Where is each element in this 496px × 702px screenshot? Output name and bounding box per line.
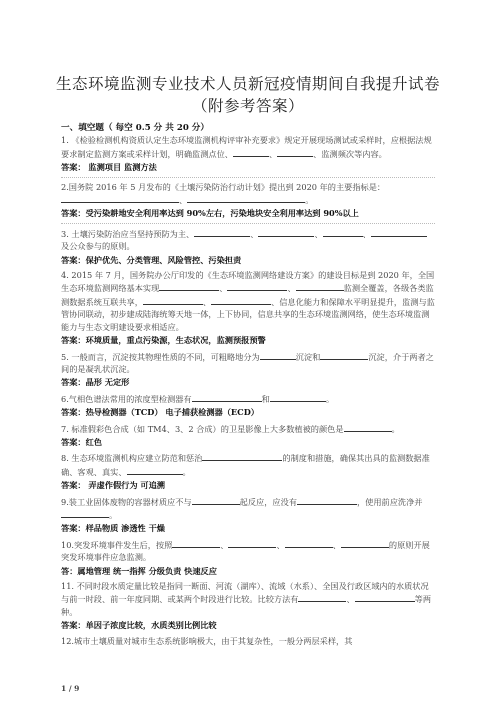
answer-3: 答案：保护优先、分类管理、风险管控、污染担责 — [61, 254, 242, 265]
answer-blank[interactable] — [143, 295, 203, 305]
question-12: 12.城市土壤质量对城市生态系统影响极大，由于其复杂性，一般分两层采样，其 — [61, 635, 353, 646]
answer-blank[interactable] — [296, 281, 344, 291]
answer-blank[interactable] — [344, 422, 392, 432]
question-11: 11. 不同时段水质定量比较是指同一断面、河流（湖库）、流域（水系）、全国及行政区域内的水质状况与前一时段、前一年度同期、或某两个时段进行比较。比较方法有 、 等两种。 — [61, 581, 432, 617]
answer-blank[interactable] — [355, 592, 415, 602]
answer-blank[interactable] — [371, 227, 427, 237]
answer-9: 答案：样品物质 渗透性 干燥 — [61, 523, 165, 534]
question-3: 3. 土壤污染防治应当坚持预防为主、 、 、 、及公众参与的原则。 — [61, 227, 435, 253]
answer-blank[interactable] — [192, 392, 262, 402]
question-6: 6.气相色谱法常用的浓度型检测器有 和 。 — [61, 393, 335, 404]
answer-blank[interactable] — [228, 538, 276, 548]
question-1: 1. 《检验检测机构资质认定生态环境监测机构评审补充要求》规定开展现场测试或采样时，应根据法规要求制定监测方案或采样计划，明确监测点位、 、 、监测频次等内容。 — [61, 135, 432, 159]
answer-blank[interactable] — [192, 495, 240, 505]
answer-blank[interactable] — [194, 227, 250, 237]
answer-blank[interactable] — [127, 465, 183, 475]
answer-blank[interactable] — [320, 350, 368, 360]
answer-10: 答：属地管理 统一指挥 分级负责 快速反应 — [61, 565, 217, 576]
answer-5: 答案：晶形 无定形 — [61, 377, 130, 388]
answer-blank[interactable] — [258, 227, 314, 237]
document-subtitle: （附参考答案） — [191, 97, 304, 115]
answer-blank[interactable] — [159, 281, 219, 291]
answer-blank[interactable] — [297, 495, 357, 505]
answer-blank[interactable] — [187, 193, 305, 203]
answer-blank[interactable] — [233, 147, 269, 157]
answer-blank[interactable] — [260, 350, 296, 360]
answer-blank[interactable] — [285, 538, 333, 548]
answer-8: 答案： 弄虚作假行为 可追溯 — [61, 480, 165, 491]
exam-content — [61, 122, 435, 647]
answer-blank[interactable] — [61, 508, 109, 518]
answer-2: 答案：受污染耕地安全利用率达到 90%左右，污染地块安全利用率达到 90%以上 — [61, 208, 359, 219]
answer-blank[interactable] — [341, 538, 389, 548]
answer-blank[interactable] — [227, 281, 287, 291]
page-number: 1 / 9 — [61, 684, 80, 693]
answer-6: 答案：热导检测器（TCD） 电子捕获检测器（ECD） — [61, 407, 259, 418]
answer-blank[interactable] — [211, 295, 271, 305]
answer-blank[interactable] — [323, 227, 363, 237]
question-10: 10.突发环境事件发生后，按照 、 、 、 的原则开展突发环境事件应急监测。 — [61, 539, 430, 563]
question-9: 9.装工业固体废物的容器材质应不与 起反应，应没有 ，使用前应洗净并。 — [61, 496, 423, 520]
answer-blank[interactable] — [298, 592, 346, 602]
section-heading: 一、填空题（ 每空 0.5 分 共 20 分） — [61, 123, 209, 133]
question-7: 7. 标准假彩色合成（如 TM4、3、2 合成）的卫星影像上大多数植被的颜色是 。 — [61, 423, 400, 434]
answer-4: 答案：环境质量，重点污染源，生态状况，监测预报预警 — [61, 335, 266, 346]
question-2: 2.国务院 2016 年 5 月发布的《土壤污染防治行动计划》提出到 2020 年的主要指标是：、 。 — [61, 181, 386, 206]
answer-blank[interactable] — [172, 538, 220, 548]
answer-blank[interactable] — [202, 451, 282, 461]
question-5: 5. 一般而言，沉淀按其物理性质的不同，可粗略地分为 沉淀和 沉淀，介于两者之间的是凝乳状沉淀。 — [61, 351, 434, 374]
answer-blank[interactable] — [277, 147, 313, 157]
answer-blank[interactable] — [270, 392, 326, 402]
document-title: 生态环境监测专业技术人员新冠疫情期间自我提升试卷 — [55, 75, 440, 93]
answer-blank[interactable] — [61, 193, 179, 203]
answer-11: 答案：单因子浓度比较，水质类别比例比较 — [61, 620, 217, 631]
answer-1: 答案： 监测项目 监测方法 — [61, 162, 157, 173]
question-4: 4. 2015 年 7 月，国务院办公厅印发的《生态环境监测网络建设方案》的建设目标是到 2020 年，全国生态环境监测网络基本实现 、 、 监测全覆盖，各级各类监测数据系统互联共享， 、 、信息化能力和保障水平明显提升，监测与监管协同联动，初步建成陆海统筹天地一体，上下协同，信息共享的生态环境监测网络，使生态环境监测能力与生态文明建设要求相适应。 — [61, 270, 435, 332]
question-8: 8. 生态环境监测机构应建立防范和惩治 的制度和措施，确保其出具的监测数据准确、客观、真实、 。 — [61, 453, 430, 477]
answer-7: 答案：红色 — [61, 436, 102, 447]
divider — [61, 177, 435, 178]
divider — [61, 223, 435, 224]
